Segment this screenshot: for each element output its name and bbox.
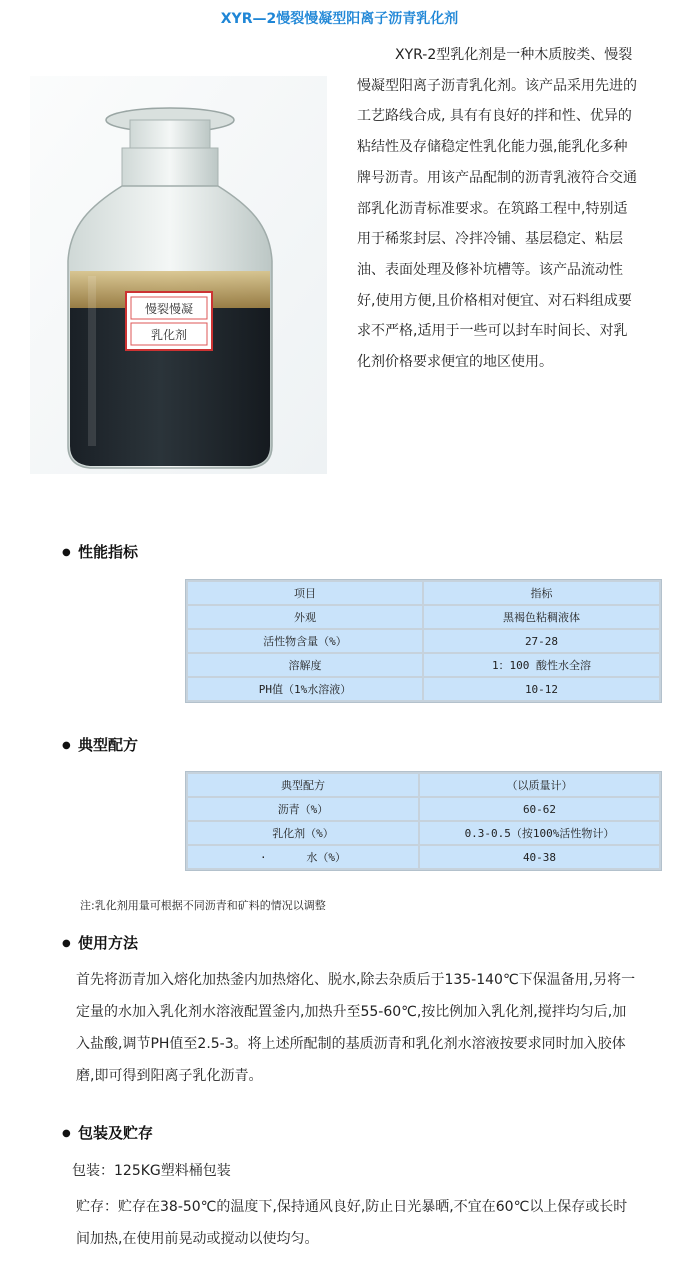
formula-table [185, 771, 662, 871]
section-packaging-title: 包装及贮存 [78, 1124, 154, 1142]
table-header-cell: 典型配方 [188, 774, 418, 796]
bullet-icon: ● [62, 938, 71, 949]
table-row [188, 654, 659, 676]
table-row [188, 846, 659, 868]
table-cell: · 水（%） [188, 846, 418, 868]
table-cell: 27-28 [424, 630, 659, 652]
section-formula-title: 典型配方 [78, 736, 139, 754]
table-cell: 外观 [188, 606, 422, 628]
table-cell: 活性物含量（%） [188, 630, 422, 652]
bottle-label-line-2: 乳化剂 [150, 328, 188, 342]
section-performance [62, 541, 138, 562]
table-cell: 黑褐色粘稠液体 [424, 606, 659, 628]
packaging-text: 包装：125KG塑料桶包装 [72, 1163, 231, 1179]
page-title: XYR—2慢裂慢凝型阳离子沥青乳化剂 [220, 11, 459, 27]
table-row [188, 606, 659, 628]
table-cell: 0.3-0.5（按100%活性物计） [420, 822, 659, 844]
table-header-cell: 指标 [424, 582, 659, 604]
table-cell: 40-38 [420, 846, 659, 868]
section-performance-title: 性能指标 [78, 543, 139, 561]
table-cell: 溶解度 [188, 654, 422, 676]
section-usage [62, 932, 138, 953]
table-cell: 沥青（%） [188, 798, 418, 820]
table-header-cell: （以质量计） [420, 774, 659, 796]
bullet-icon: ● [62, 1128, 71, 1139]
bottle-label-line-1: 慢裂慢凝 [144, 302, 194, 316]
product-photo [30, 76, 327, 474]
table-row [188, 774, 659, 796]
table-cell: 60-62 [420, 798, 659, 820]
performance-table [185, 579, 662, 703]
bottle-illustration [30, 76, 327, 474]
table-cell: PH值（1%水溶液） [188, 678, 422, 700]
intro-paragraph [357, 40, 637, 378]
usage-paragraph: 首先将沥青加入熔化加热釜内加热熔化、脱水,除去杂质后于135-140℃下保温备用,另将一定量的水加入乳化剂水溶液配置釜内,加热升至55-60℃,按比例加入乳化剂,搅拌均匀后,加入盐酸,调节PH值至2.5-3。将上述所配制的基质沥青和乳化剂水溶液按要求同时加入胶体磨,即可得到阳离子乳化沥青。 [76, 972, 636, 1084]
formula-note: 注:乳化剂用量可根据不同沥青和矿料的情况以调整 [80, 899, 326, 912]
bullet-icon: ● [62, 740, 71, 751]
section-formula [62, 734, 138, 755]
table-cell: 10-12 [424, 678, 659, 700]
table-header-cell: 项目 [188, 582, 422, 604]
table-cell: 1：100 酸性水全溶 [424, 654, 659, 676]
intro-text: XYR-2型乳化剂是一种木质胺类、慢裂慢凝型阳离子沥青乳化剂。该产品采用先进的工艺路线合成, 具有有良好的拌和性、优异的粘结性及存储稳定性乳化能力强,能乳化多种牌号沥青。用该产品配制的沥青乳液符合交通部乳化沥青标准要求。在筑路工程中,特别适用于稀浆封层、冷拌冷铺、基层稳定、粘层油、表面处理及修补坑槽等。该产品流动性好,使用方便,且价格相对便宜、对石料组成要求不严格,适用于一些可以封车时间长、对乳化剂价格要求便宜的地区使用。 [357, 47, 637, 371]
table-row [188, 798, 659, 820]
section-usage-title: 使用方法 [78, 934, 139, 952]
table-row [188, 582, 659, 604]
storage-paragraph: 贮存：贮存在38-50℃的温度下,保持通风良好,防止日光暴晒,不宜在60℃以上保存或长时间加热,在使用前晃动或搅动以使均匀。 [76, 1199, 628, 1247]
table-cell: 乳化剂（%） [188, 822, 418, 844]
table-row [188, 822, 659, 844]
table-row [188, 678, 659, 700]
bullet-icon: ● [62, 547, 71, 558]
section-packaging [62, 1122, 153, 1143]
table-row [188, 630, 659, 652]
